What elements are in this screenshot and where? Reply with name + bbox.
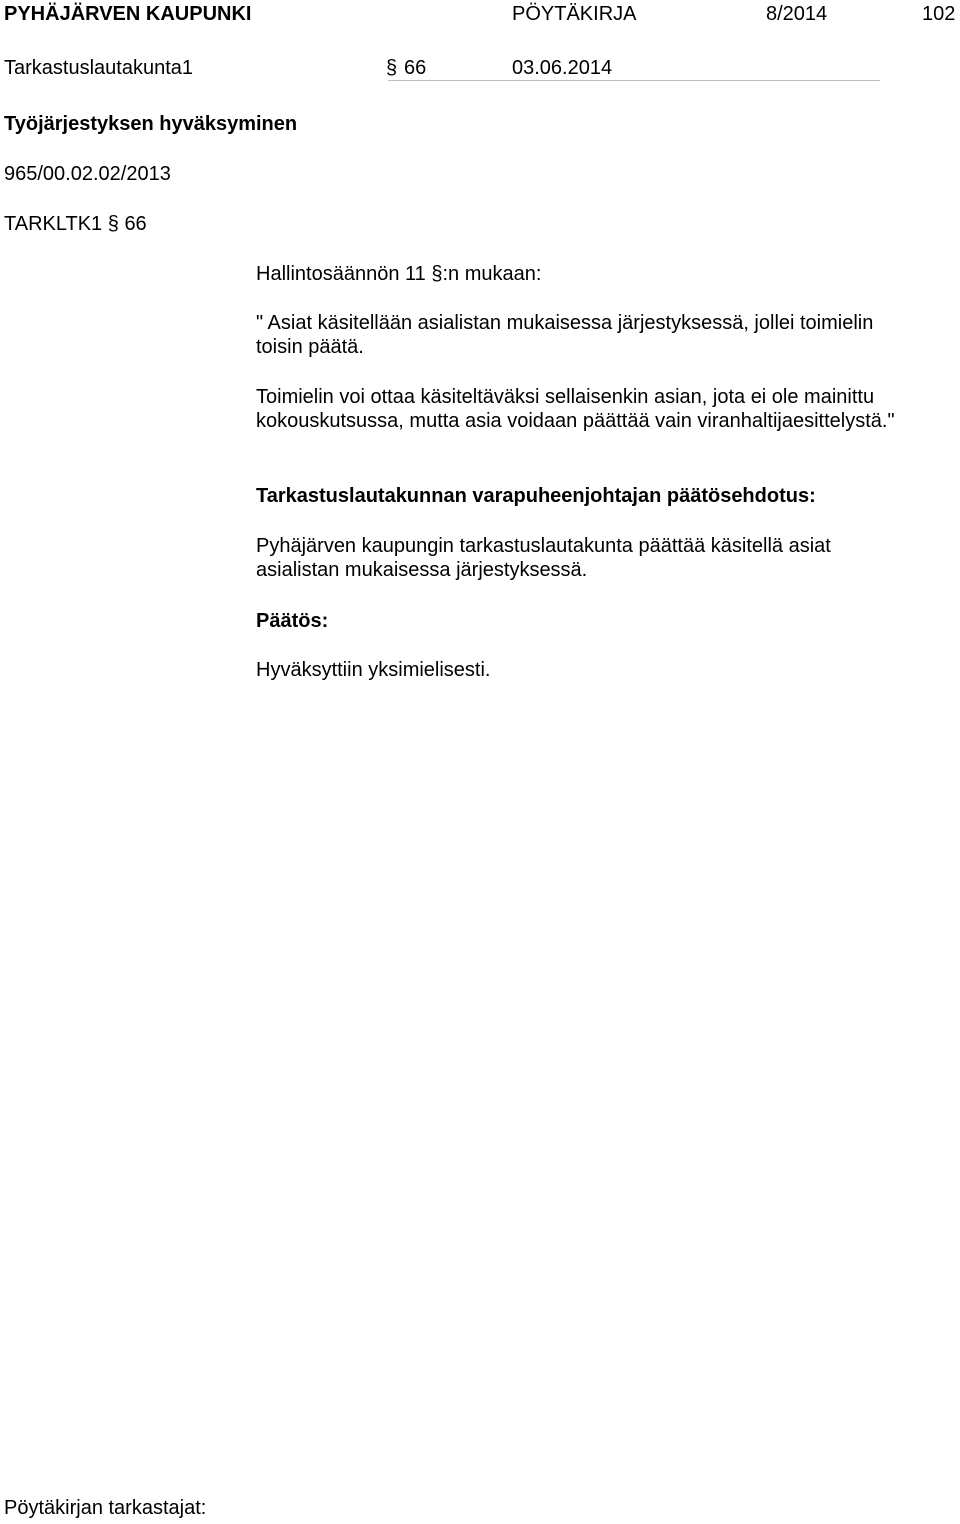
item-title: Työjärjestyksen hyväksyminen bbox=[4, 113, 298, 135]
decision-heading: Päätös: bbox=[256, 610, 329, 632]
regulation-name: Hallintosäännön 11 bbox=[256, 263, 426, 285]
record-number: 965/00.02.02/2013 bbox=[4, 163, 171, 185]
meeting-date: 03.06.2014 bbox=[512, 57, 613, 79]
organization-name: PYHÄJÄRVEN KAUPUNKI bbox=[4, 3, 252, 25]
page-number: 102 bbox=[922, 3, 956, 25]
paragraph-quote-2: Toimielin voi ottaa käsiteltäväksi sellaisenkin asian, jota ei ole mainittu kokouskutsussa, mutta asia voidaan päättää vain viranhaltijaesittelystä." bbox=[256, 386, 895, 432]
reviewers-label: Pöytäkirjan tarkastajat: bbox=[4, 1497, 207, 1519]
item-reference bbox=[4, 212, 147, 236]
section-sign-icon: § bbox=[386, 57, 398, 79]
decision-text: Hyväksyttiin yksimielisesti. bbox=[256, 659, 491, 681]
paragraph-regulation-intro bbox=[256, 262, 896, 286]
regulation-suffix: :n mukaan: bbox=[442, 263, 542, 285]
reference-number: 66 bbox=[124, 213, 147, 235]
document-type: PÖYTÄKIRJA bbox=[512, 3, 637, 25]
meeting-body: Tarkastuslautakunta1 bbox=[4, 57, 194, 79]
proposal-text: Pyhäjärven kaupungin tarkastuslautakunta päättää käsitellä asiat asialistan mukaisessa järjestyksessä. bbox=[256, 535, 831, 581]
header-divider bbox=[388, 80, 880, 81]
proposal-heading: Tarkastuslautakunnan varapuheenjohtajan päätösehdotus: bbox=[256, 485, 816, 507]
section-sign-icon: § bbox=[431, 263, 443, 285]
reference-prefix: TARKLTK1 bbox=[4, 213, 103, 235]
section-sign-icon: § bbox=[107, 213, 119, 235]
paragraph-quote-1: " Asiat käsitellään asialistan mukaisessa järjestyksessä, jollei toimielin toisin päätä. bbox=[256, 312, 874, 358]
section-number: 66 bbox=[404, 57, 427, 79]
issue-number: 8/2014 bbox=[766, 3, 828, 25]
